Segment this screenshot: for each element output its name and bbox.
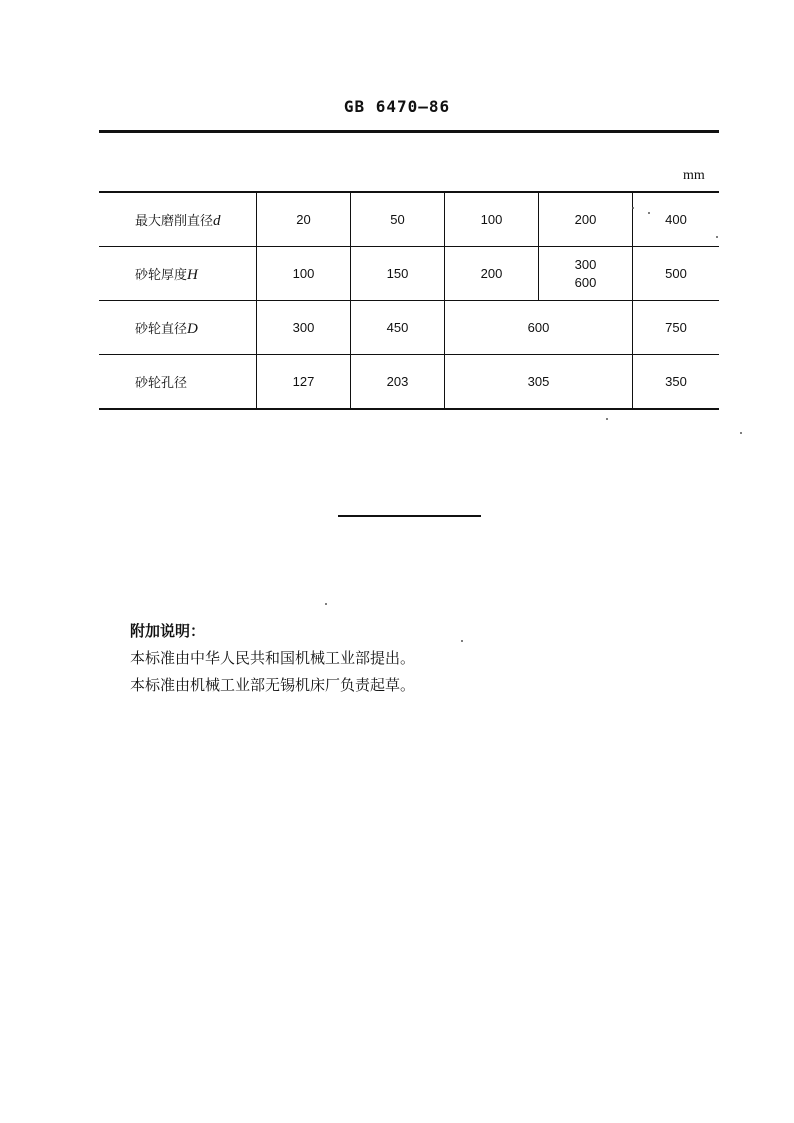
table-cell: 203	[351, 355, 445, 410]
table-cell: 20	[257, 192, 351, 247]
table-cell-split: 300 600	[539, 247, 633, 301]
unit-label: mm	[683, 168, 705, 183]
additional-notes	[130, 618, 415, 699]
symbol-h: H	[187, 266, 198, 283]
table-cell: 127	[257, 355, 351, 410]
notes-line: 本标准由机械工业部无锡机床厂负责起草。	[130, 676, 416, 694]
table-cell-merged: 305	[445, 355, 633, 410]
section-divider	[338, 515, 481, 517]
scan-speck	[740, 432, 742, 434]
scan-speck	[716, 236, 718, 238]
scan-speck	[632, 207, 634, 209]
scan-speck	[461, 640, 463, 642]
scan-speck	[648, 212, 650, 214]
table-row	[99, 192, 719, 247]
symbol-D: D	[187, 320, 198, 337]
row-label: 砂轮厚度H	[99, 247, 257, 301]
table-cell: 400	[633, 192, 720, 247]
row-label: 砂轮直径D	[99, 301, 257, 355]
table-cell: 200	[539, 192, 633, 247]
table-row	[99, 355, 719, 410]
scan-speck	[606, 418, 608, 420]
header-rule	[99, 130, 719, 133]
table-cell: 300	[257, 301, 351, 355]
table-cell: 350	[633, 355, 720, 410]
table-row	[99, 247, 719, 301]
scan-speck	[325, 603, 327, 605]
notes-heading: 附加说明：	[130, 622, 206, 640]
table-cell-merged: 600	[445, 301, 633, 355]
table-cell: 450	[351, 301, 445, 355]
table-cell: 200	[445, 247, 539, 301]
row-label: 砂轮孔径	[99, 355, 257, 410]
symbol-d: d	[213, 212, 221, 229]
table-cell: 750	[633, 301, 720, 355]
table-cell: 50	[351, 192, 445, 247]
table-cell: 500	[633, 247, 720, 301]
table-cell: 150	[351, 247, 445, 301]
table-cell: 100	[445, 192, 539, 247]
standard-code-header: GB 6470—86	[343, 97, 451, 116]
table-cell: 100	[257, 247, 351, 301]
notes-line: 本标准由中华人民共和国机械工业部提出。	[130, 649, 416, 667]
spec-table	[99, 191, 719, 410]
table-row	[99, 301, 719, 355]
row-label: 最大磨削直径d	[99, 192, 257, 247]
